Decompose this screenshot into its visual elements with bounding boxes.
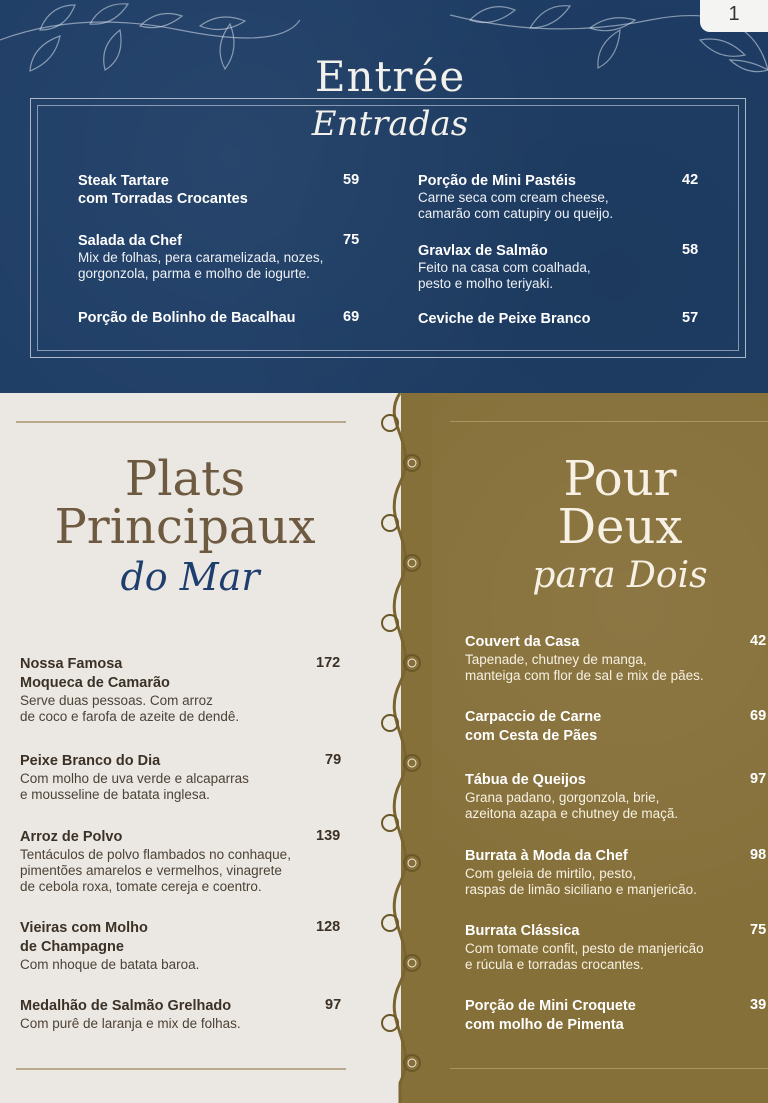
menu-item [20, 997, 345, 1032]
item-description: Carne seca com cream cheese, camarão com catupiry ou queijo. [418, 190, 614, 221]
menu-item [20, 655, 345, 725]
item-description: Feito na casa com coalhada, pesto e molho teriyaki. [418, 260, 591, 291]
menu-item [78, 172, 360, 208]
menu-item [418, 172, 708, 222]
item-price: 75 [750, 922, 767, 938]
item-price: 39 [750, 997, 767, 1013]
item-description: Com tomate confit, pesto de manjericão e rúcula e torradas crocantes. [465, 941, 704, 972]
menu-item [465, 771, 768, 822]
plats-title-line1: Plats [124, 451, 246, 507]
item-name: Salada da Chef [78, 233, 182, 249]
divider [450, 1068, 768, 1069]
item-price: 98 [750, 847, 767, 863]
menu-item [78, 309, 368, 327]
item-description: Com purê de laranja e mix de folhas. [20, 1016, 241, 1031]
item-price: 97 [325, 997, 342, 1013]
divider [16, 1068, 346, 1070]
menu-item [78, 232, 368, 282]
item-price: 128 [316, 919, 341, 935]
item-name: Ceviche de Peixe Branco [418, 311, 591, 327]
item-price: 69 [343, 309, 360, 325]
plats-title [20, 451, 350, 555]
menu-item [465, 708, 768, 746]
ornament-border-icon [370, 393, 432, 1103]
pour-deux-title-line2: Deux [557, 499, 683, 555]
item-name: Steak Tartare com Torradas Crocantes [78, 173, 248, 207]
item-name: Arroz de Polvo [20, 829, 123, 845]
item-price: 42 [750, 633, 767, 649]
item-name: Vieiras com Molho de Champagne [20, 920, 148, 955]
item-name: Peixe Branco do Dia [20, 753, 161, 769]
divider [450, 421, 768, 422]
item-description: Tapenade, chutney de manga, manteiga com flor de sal e mix de pães. [465, 652, 704, 683]
item-description: Serve duas pessoas. Com arroz de coco e farofa de azeite de dendê. [20, 693, 240, 724]
item-description: Com molho de uva verde e alcaparras e mousseline de batata inglesa. [20, 771, 249, 802]
menu-item [20, 752, 345, 803]
item-name: Gravlax de Salmão [418, 243, 548, 259]
divider [16, 421, 346, 423]
page-number: 1 [700, 0, 768, 32]
item-description: Tentáculos de polvo flambados no conhaque, pimentões amarelos e vermelhos, vinagrete de cebola roxa, tomate cereja e coentro. [20, 847, 291, 894]
item-price: 97 [750, 771, 767, 787]
item-name: Burrata Clássica [465, 923, 580, 939]
item-name: Nossa Famosa Moqueca de Camarão [20, 656, 170, 691]
item-description: Com nhoque de batata baroa. [20, 957, 200, 972]
item-description: Mix de folhas, pera caramelizada, nozes, gorgonzola, parma e molho de iogurte. [78, 250, 324, 281]
menu-item [465, 997, 768, 1035]
menu-item [418, 310, 708, 328]
item-name: Porção de Bolinho de Bacalhau [78, 310, 296, 326]
item-name: Burrata à Moda da Chef [465, 848, 628, 864]
menu-item [465, 633, 768, 684]
pour-deux-title-line1: Pour [563, 451, 677, 507]
item-price: 42 [682, 172, 699, 188]
plats-subtitle: do Mar [120, 555, 260, 599]
plats-title-line2: Principaux [54, 499, 316, 555]
item-price: 139 [316, 828, 341, 844]
item-name: Carpaccio de Carne com Cesta de Pães [465, 709, 602, 744]
item-name: Porção de Mini Pastéis [418, 173, 576, 189]
menu-item [465, 922, 768, 973]
item-name: Tábua de Queijos [465, 772, 586, 788]
menu-item [20, 828, 345, 895]
entree-title: Entrée [314, 52, 466, 101]
item-price: 79 [325, 752, 342, 768]
item-name: Couvert da Casa [465, 634, 580, 650]
menu-item [465, 847, 768, 898]
item-name: Medalhão de Salmão Grelhado [20, 998, 232, 1014]
entree-subtitle: Entradas [311, 104, 469, 144]
entree-section [0, 0, 768, 393]
item-price: 69 [750, 708, 767, 724]
item-description: Grana padano, gorgonzola, brie, azeitona azapa e chutney de maçã. [465, 790, 679, 821]
item-price: 59 [343, 172, 360, 188]
menu-item [20, 919, 345, 973]
item-price: 58 [682, 242, 699, 258]
item-price: 172 [316, 655, 341, 671]
item-price: 57 [682, 310, 699, 326]
pour-deux-title [470, 451, 768, 555]
menu-item [418, 242, 708, 292]
pour-deux-subtitle: para Dois [532, 555, 708, 596]
item-price: 75 [343, 232, 360, 248]
item-name: Porção de Mini Croquete com molho de Pimenta [465, 998, 636, 1033]
item-description: Com geleia de mirtilo, pesto, raspas de limão siciliano e manjericão. [465, 866, 697, 897]
